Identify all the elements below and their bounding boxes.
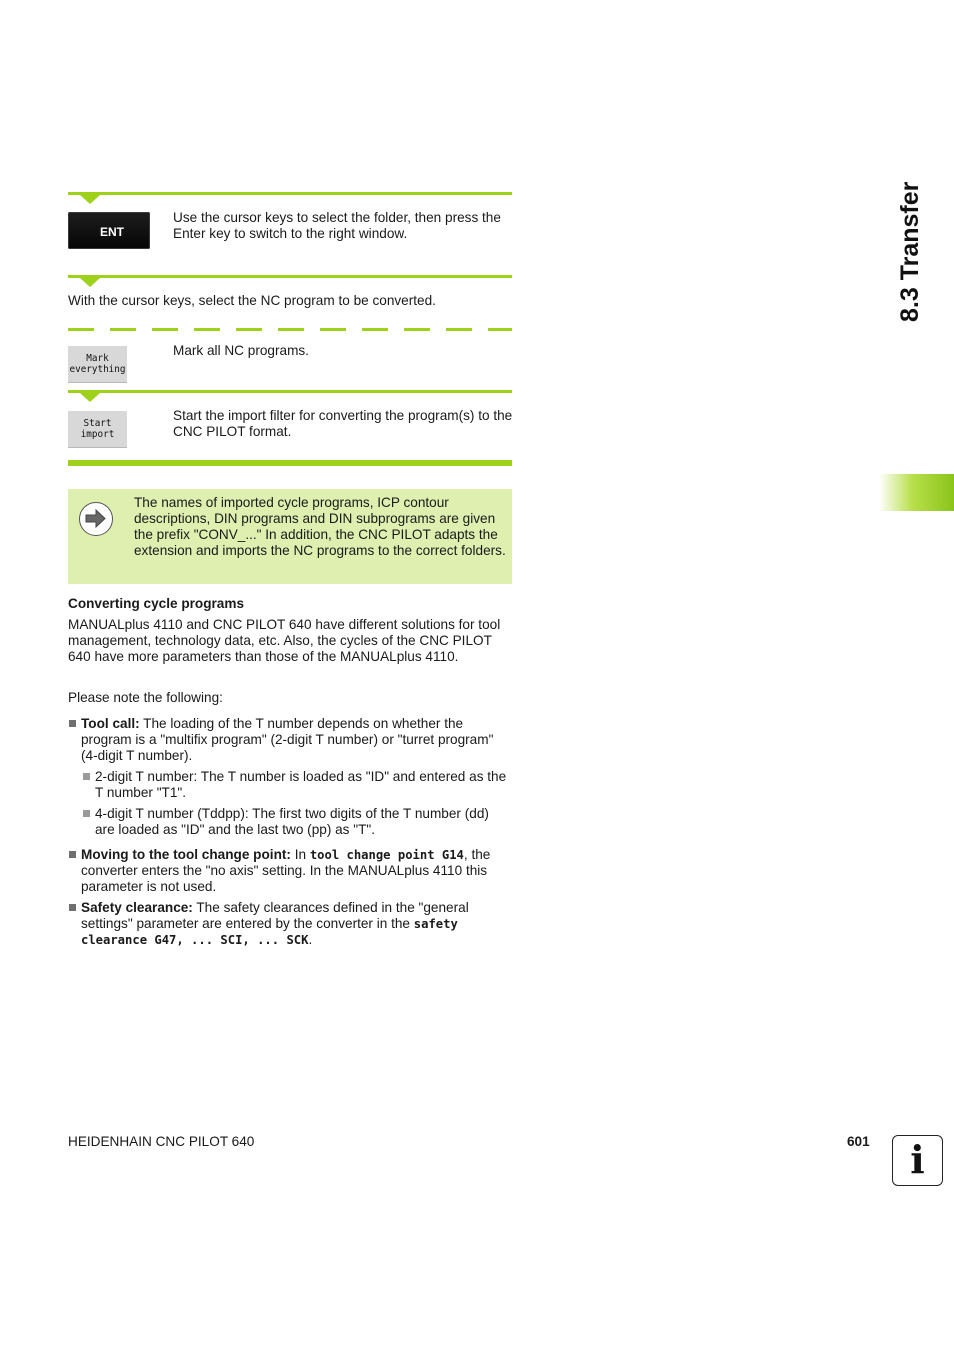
safety-item bbox=[81, 900, 511, 948]
tool-call-sub1: 2-digit T number: The T number is loaded as "ID" and entered as the T number "T1". bbox=[95, 769, 507, 800]
step-arrow-icon bbox=[80, 393, 100, 402]
info-glyph: i bbox=[910, 1137, 925, 1182]
tool-call-item bbox=[81, 716, 511, 764]
ent-key-label: ENT bbox=[100, 225, 124, 239]
safety-text: The safety clearances defined in the "general settings" parameter are entered by the converter in the bbox=[81, 900, 469, 931]
bullet-square-icon bbox=[69, 904, 76, 911]
intro-paragraph: MANUALplus 4110 and CNC PILOT 640 have different solutions for tool management, technology data, etc. Also, the cycles of the CNC PILOT 640 have more parameters than those of the MANUALplus 4110. bbox=[68, 617, 501, 664]
moving-text: , the converter enters the "no axis" setting. In the MANUALplus 4110 this parameter is not used. bbox=[81, 847, 491, 894]
step-arrow-icon bbox=[80, 278, 100, 287]
page-number: 601 bbox=[847, 1134, 870, 1149]
softkey-label-line: import bbox=[80, 429, 115, 440]
softkey-label-line: Start bbox=[83, 418, 112, 429]
softkey-label-line: everything bbox=[69, 364, 126, 375]
step4-text: Start the import filter for converting the program(s) to the CNC PILOT format. bbox=[173, 408, 513, 439]
note-text: The names of imported cycle programs, ICP contour descriptions, DIN programs and DIN subprograms are given the prefix "CONV_..." In addition, the CNC PILOT adapts the extension and imports the NC programs to the correct folders. bbox=[134, 495, 506, 558]
arrow-right-icon bbox=[79, 502, 113, 536]
section-title: 8.3 Transfer bbox=[896, 181, 924, 322]
softkey-label-line: Mark bbox=[86, 353, 109, 364]
safety-text: . bbox=[308, 932, 313, 947]
step-divider bbox=[68, 390, 512, 393]
bullet-square-icon bbox=[83, 773, 90, 780]
tool-call-text: The loading of the T number depends on whether the program is a "multifix program" (2-digit T number) or "turret program" (4-digit T number). bbox=[81, 716, 494, 763]
moving-label: Moving to the tool change point: bbox=[81, 847, 291, 862]
mark-everything-softkey bbox=[68, 346, 127, 383]
bullet-square-icon bbox=[69, 720, 76, 727]
step1-text: Use the cursor keys to select the folder, then press the Enter key to switch to the right window. bbox=[173, 210, 501, 241]
steps-end-bar bbox=[68, 460, 512, 466]
step-arrow-icon bbox=[80, 195, 100, 204]
please-note-paragraph: Please note the following: bbox=[68, 690, 223, 705]
moving-text: In bbox=[290, 847, 310, 862]
tool-call-label: Tool call: bbox=[81, 716, 140, 731]
step-divider bbox=[68, 275, 512, 278]
start-import-softkey bbox=[68, 411, 127, 448]
section-tab-marker bbox=[879, 474, 954, 511]
ent-key-icon bbox=[68, 212, 150, 249]
info-icon bbox=[892, 1135, 943, 1186]
footer-product-name: HEIDENHAIN CNC PILOT 640 bbox=[68, 1134, 255, 1149]
step2-text: With the cursor keys, select the NC program to be converted. bbox=[68, 293, 436, 308]
tool-call-sub2: 4-digit T number (Tddpp): The first two digits of the T number (dd) are loaded as "ID" and the last two (pp) as "T". bbox=[95, 806, 489, 837]
bullet-square-icon bbox=[83, 810, 90, 817]
section-heading: Converting cycle programs bbox=[68, 596, 245, 611]
safety-code: safety clearance G47, ... SCI, ... SCK bbox=[81, 917, 458, 947]
moving-code: tool change point G14 bbox=[309, 848, 464, 862]
bullet-square-icon bbox=[69, 851, 76, 858]
step3-text: Mark all NC programs. bbox=[173, 343, 309, 358]
step-divider bbox=[68, 192, 512, 195]
moving-item bbox=[81, 847, 511, 895]
alternative-divider bbox=[68, 328, 512, 331]
safety-label: Safety clearance: bbox=[81, 900, 193, 915]
